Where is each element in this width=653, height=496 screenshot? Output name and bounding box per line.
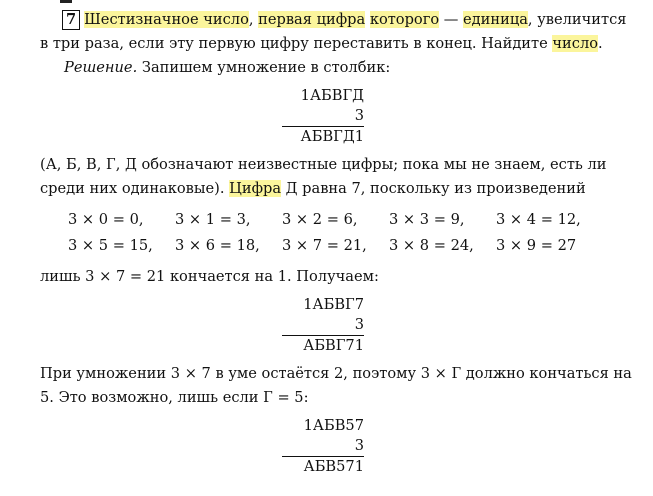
fact-item: 3 × 5 = 15, <box>68 237 153 254</box>
para2-line-2 <box>40 177 606 201</box>
solution-intro <box>40 56 606 80</box>
para4-line-2: 5. Это возможно, лишь если Г = 5: <box>40 389 309 406</box>
problem-line1-segment: , <box>248 11 259 28</box>
mult3-top: 1АБВ57 <box>303 417 364 434</box>
para3: лишь 3 × 7 = 21 кончается на 1. Получаем: <box>40 268 379 285</box>
para2-line2-segment: Д равна 7, поскольку из произведений <box>281 180 586 197</box>
mult2-factor: 3 <box>354 316 364 333</box>
para2-line2-segment: Цифра <box>229 180 282 197</box>
problem-line2-segment: . <box>598 35 603 52</box>
problem-line2-segment: в три раза, если эту первую цифру переставить в конец. Найдите <box>40 35 553 52</box>
problem-line-1 <box>40 8 627 32</box>
page-content <box>40 8 632 483</box>
para2-line2-segment: среди них одинаковые). <box>40 180 230 197</box>
mult3-result: АБВ571 <box>303 458 364 475</box>
fact-item: 3 × 0 = 0, <box>68 211 144 228</box>
facts-row-1 <box>68 207 606 233</box>
fact-item: 3 × 1 = 3, <box>175 211 251 228</box>
fact-item: 3 × 9 = 27 <box>496 237 577 254</box>
fact-item: 3 × 2 = 6, <box>282 211 358 228</box>
problem-line1-segment: Шестизначное число <box>84 11 249 28</box>
para4-line-1: При умножении 3 × 7 в уме остаётся 2, поэтому 3 × Г должно кончаться на <box>40 365 632 382</box>
multiplication-facts <box>40 207 606 259</box>
mult1-result: АБВГД1 <box>300 128 364 145</box>
fact-item: 3 × 6 = 18, <box>175 237 260 254</box>
fact-item: 3 × 7 = 21, <box>282 237 367 254</box>
mult2-result: АБВГ71 <box>303 337 364 354</box>
problem-line-2 <box>40 32 606 56</box>
para2-line-1: (А, Б, В, Г, Д обозначают неизвестные цифры; пока мы не знаем, есть ли <box>40 156 607 173</box>
problem-text-1 <box>84 11 626 28</box>
multiplication-2 <box>282 289 364 362</box>
problem-line1-segment: которого <box>369 11 440 28</box>
solution-label: Решение. <box>64 59 138 76</box>
problem-line1-segment: , увеличится <box>527 11 627 28</box>
top-rule <box>60 0 72 3</box>
fact-item: 3 × 8 = 24, <box>389 237 474 254</box>
mult1-top: 1АБВГД <box>300 87 364 104</box>
fact-item: 3 × 3 = 9, <box>389 211 465 228</box>
fact-item: 3 × 4 = 12, <box>496 211 581 228</box>
problem-line1-segment: первая цифра <box>258 11 366 28</box>
multiplication-1 <box>282 80 364 153</box>
solution-intro-text: Запишем умножение в столбик: <box>137 59 391 76</box>
mult2-top: 1АБВГ7 <box>303 296 364 313</box>
facts-row-2 <box>68 233 606 259</box>
mult1-factor: 3 <box>354 107 364 124</box>
problem-number-box: 7 <box>62 10 80 30</box>
problem-line1-segment: единица <box>463 11 528 28</box>
problem-line2-segment: число <box>552 35 598 52</box>
multiplication-3 <box>282 410 364 483</box>
problem-line1-segment: — <box>439 11 464 28</box>
mult3-factor: 3 <box>354 437 364 454</box>
